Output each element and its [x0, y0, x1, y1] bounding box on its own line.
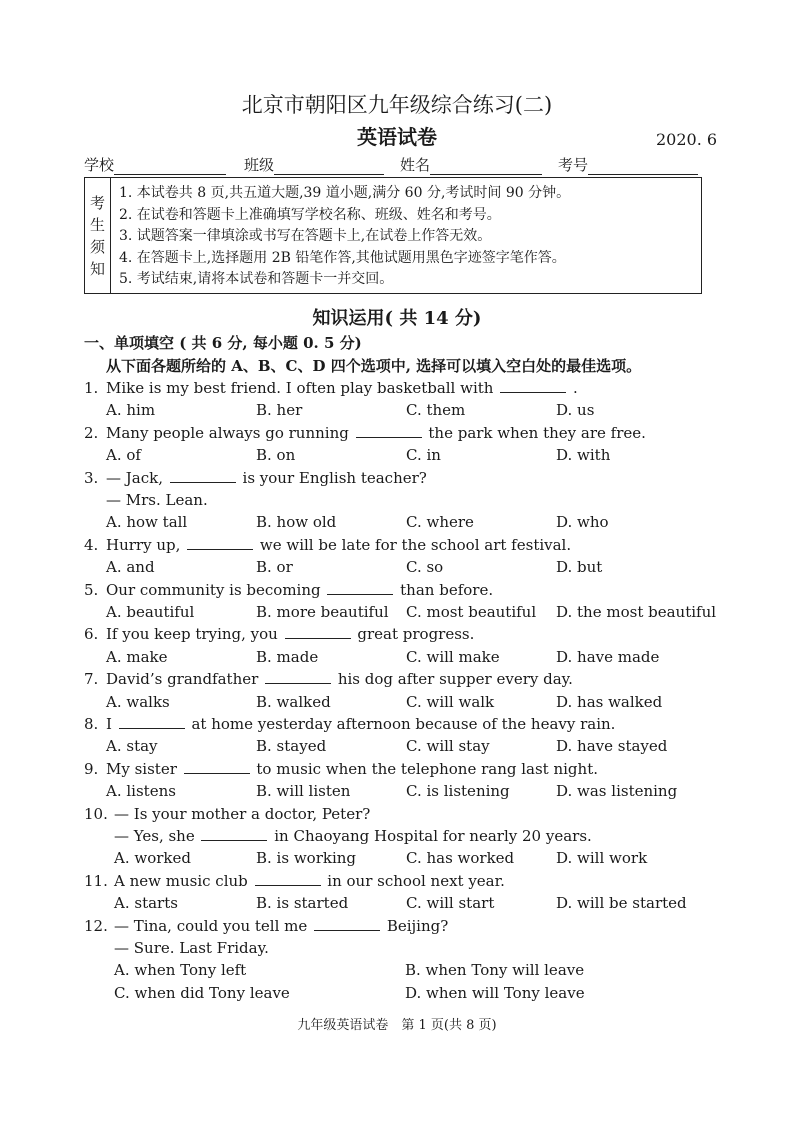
option-c: C. will make	[406, 647, 500, 666]
stem-text: — Jack,	[106, 468, 168, 487]
question-number: 2.	[84, 423, 99, 442]
option-b: B. or	[256, 558, 293, 577]
option-a: A. him	[106, 401, 156, 420]
question-number: 10.	[84, 804, 108, 823]
notice-label-char: 生	[89, 215, 105, 234]
option-b: B. made	[256, 647, 319, 666]
question-stem	[114, 916, 448, 936]
option-c: C. will walk	[406, 692, 495, 711]
answer-blank	[201, 826, 267, 841]
stem-text: to music when the telephone rang last night.	[251, 759, 598, 778]
exam-number-blank	[588, 160, 698, 175]
notice-item: 1. 本试卷共 8 页,共五道大题,39 道小题,满分 60 分,考试时间 90 分钟。	[119, 185, 571, 201]
question-reply: — Mrs. Lean.	[106, 491, 208, 509]
stem-text: in Chaoyang Hospital for nearly 20 years.	[269, 827, 592, 845]
option-b: B. stayed	[256, 737, 327, 756]
answer-blank	[356, 423, 422, 438]
exam-date: 2020. 6	[656, 130, 718, 149]
question-number: 11.	[84, 871, 108, 890]
notice-box	[84, 177, 702, 294]
answer-blank	[285, 624, 351, 639]
option-a: A. walks	[106, 692, 170, 711]
question-number: 8.	[84, 715, 99, 733]
option-c: C. where	[406, 513, 474, 532]
section-title: 知识运用( 共 14 分)	[312, 308, 482, 329]
option-d: D. has walked	[556, 692, 663, 711]
option-a: A. worked	[114, 849, 191, 868]
stem-text: his dog after supper every day.	[333, 670, 573, 689]
question-stem	[106, 535, 571, 555]
question-number: 3.	[84, 468, 99, 487]
question-stem	[106, 423, 646, 443]
stem-text: Mike is my best friend. I often play basketball with	[106, 379, 499, 397]
question-stem	[106, 624, 474, 644]
notice-item: 5. 考试结束,请将本试卷和答题卡一并交回。	[119, 271, 394, 288]
question-number: 5.	[84, 580, 99, 599]
page-footer: 九年级英语试卷 第 1 页(共 8 页)	[297, 1018, 497, 1033]
option-d: D. when will Tony leave	[405, 983, 585, 1002]
answer-blank	[184, 759, 250, 774]
option-a: A. and	[106, 558, 155, 577]
option-a: A. stay	[106, 737, 158, 756]
option-c: C. will start	[406, 894, 495, 913]
option-b: B. is started	[256, 894, 349, 913]
option-c: C. them	[406, 401, 466, 420]
question-stem	[114, 826, 592, 846]
stem-text: — Yes, she	[114, 827, 200, 845]
name-blank	[430, 160, 542, 175]
option-d: D. the most beautiful	[556, 603, 717, 621]
question-stem	[106, 714, 615, 734]
answer-blank	[265, 669, 331, 684]
option-d: D. was listening	[556, 782, 678, 801]
exam-title: 北京市朝阳区九年级综合练习(二)	[241, 93, 553, 117]
option-b: B. more beautiful	[256, 603, 389, 621]
stem-text: .	[568, 379, 578, 397]
stem-text: I	[106, 715, 117, 733]
class-field	[244, 154, 384, 175]
option-b: B. when Tony will leave	[405, 961, 585, 980]
option-a: A. starts	[114, 894, 178, 913]
stem-text: in our school next year.	[322, 871, 505, 890]
name-label: 姓名	[400, 156, 431, 174]
option-c: C. will stay	[406, 737, 490, 756]
class-blank	[274, 160, 384, 175]
stem-text: Many people always go running	[106, 423, 354, 442]
exam-subtitle: 英语试卷	[357, 125, 437, 149]
notice-label-char: 知	[89, 259, 105, 278]
question-number: 7.	[84, 670, 99, 689]
option-d: D. but	[556, 558, 603, 577]
stem-text: the park when they are free.	[423, 423, 646, 442]
exam-number-field	[558, 154, 698, 175]
option-d: D. who	[556, 513, 609, 532]
school-label: 学校	[84, 156, 115, 174]
stem-text: great progress.	[352, 625, 475, 644]
stem-text: Beijing?	[382, 916, 449, 935]
question-number: 12.	[84, 916, 108, 935]
option-b: B. walked	[256, 692, 331, 711]
question-stem	[114, 804, 370, 824]
question-number: 9.	[84, 759, 99, 778]
option-b: B. her	[256, 401, 303, 420]
question-number: 6.	[84, 625, 99, 644]
stem-text: — Is your mother a doctor, Peter?	[114, 804, 371, 823]
notice-label	[85, 178, 111, 293]
option-c: C. is listening	[406, 782, 510, 801]
option-b: B. on	[256, 446, 296, 465]
part-title: 一、单项填空 ( 共 6 分, 每小题 0. 5 分)	[84, 334, 362, 352]
option-b: B. how old	[256, 513, 337, 532]
answer-blank	[119, 714, 185, 729]
answer-blank	[170, 468, 236, 483]
option-c: C. in	[406, 446, 441, 465]
option-d: D. have made	[556, 647, 660, 666]
option-a: A. beautiful	[106, 603, 195, 621]
question-number: 4.	[84, 535, 99, 554]
part-instruction: 从下面各题所给的 A、B、C、D 四个选项中, 选择可以填入空白处的最佳选项。	[106, 357, 642, 375]
notice-item: 3. 试题答案一律填涂或书写在答题卡上,在试卷上作答无效。	[119, 228, 492, 245]
notice-label-char: 须	[89, 237, 105, 256]
option-d: D. have stayed	[556, 737, 668, 756]
school-blank	[114, 160, 226, 175]
option-c: C. when did Tony leave	[114, 983, 290, 1002]
option-c: C. has worked	[406, 849, 515, 868]
exam-number-label: 考号	[558, 156, 589, 174]
option-a: A. when Tony left	[114, 961, 247, 980]
stem-text: If you keep trying, you	[106, 625, 283, 644]
name-field	[400, 154, 542, 175]
stem-text: — Tina, could you tell me	[114, 916, 313, 935]
option-d: D. us	[556, 401, 595, 420]
stem-text: David’s grandfather	[106, 670, 264, 689]
stem-text: at home yesterday afternoon because of the heavy rain.	[186, 715, 616, 733]
option-a: A. listens	[106, 782, 176, 801]
option-a: A. of	[106, 446, 141, 465]
notice-item: 4. 在答题卡上,选择题用 2B 铅笔作答,其他试题用黑色字迹签字笔作答。	[119, 249, 566, 266]
option-c: C. most beautiful	[406, 603, 537, 621]
answer-blank	[255, 871, 321, 886]
stem-text: Hurry up,	[106, 535, 186, 554]
question-stem	[106, 468, 427, 488]
stem-text: we will be late for the school art festival.	[255, 535, 572, 554]
notice-label-char: 考	[89, 193, 105, 212]
notice-items	[119, 183, 570, 291]
notice-item: 2. 在试卷和答题卡上准确填写学校名称、班级、姓名和考号。	[119, 206, 501, 223]
stem-text: is your English teacher?	[237, 468, 427, 487]
stem-text: than before.	[395, 580, 494, 599]
option-d: D. with	[556, 446, 611, 465]
stem-text: My sister	[106, 759, 182, 778]
question-stem	[114, 871, 505, 891]
question-stem	[106, 669, 573, 689]
class-label: 班级	[244, 156, 275, 174]
option-d: D. will be started	[556, 894, 687, 913]
stem-text: Our community is becoming	[106, 580, 326, 599]
option-b: B. is working	[256, 849, 357, 868]
question-stem	[106, 580, 493, 600]
option-a: A. how tall	[106, 513, 188, 532]
question-stem	[106, 378, 578, 398]
answer-blank	[327, 580, 393, 595]
school-field	[84, 154, 226, 175]
answer-blank	[500, 378, 566, 393]
question-number: 1.	[84, 379, 99, 397]
question-stem	[106, 759, 598, 779]
option-b: B. will listen	[256, 782, 351, 801]
answer-blank	[314, 916, 380, 931]
option-a: A. make	[106, 647, 168, 666]
option-c: C. so	[406, 558, 444, 577]
option-d: D. will work	[556, 849, 648, 868]
question-reply: — Sure. Last Friday.	[114, 939, 269, 957]
stem-text: A new music club	[114, 871, 253, 890]
answer-blank	[187, 535, 253, 550]
